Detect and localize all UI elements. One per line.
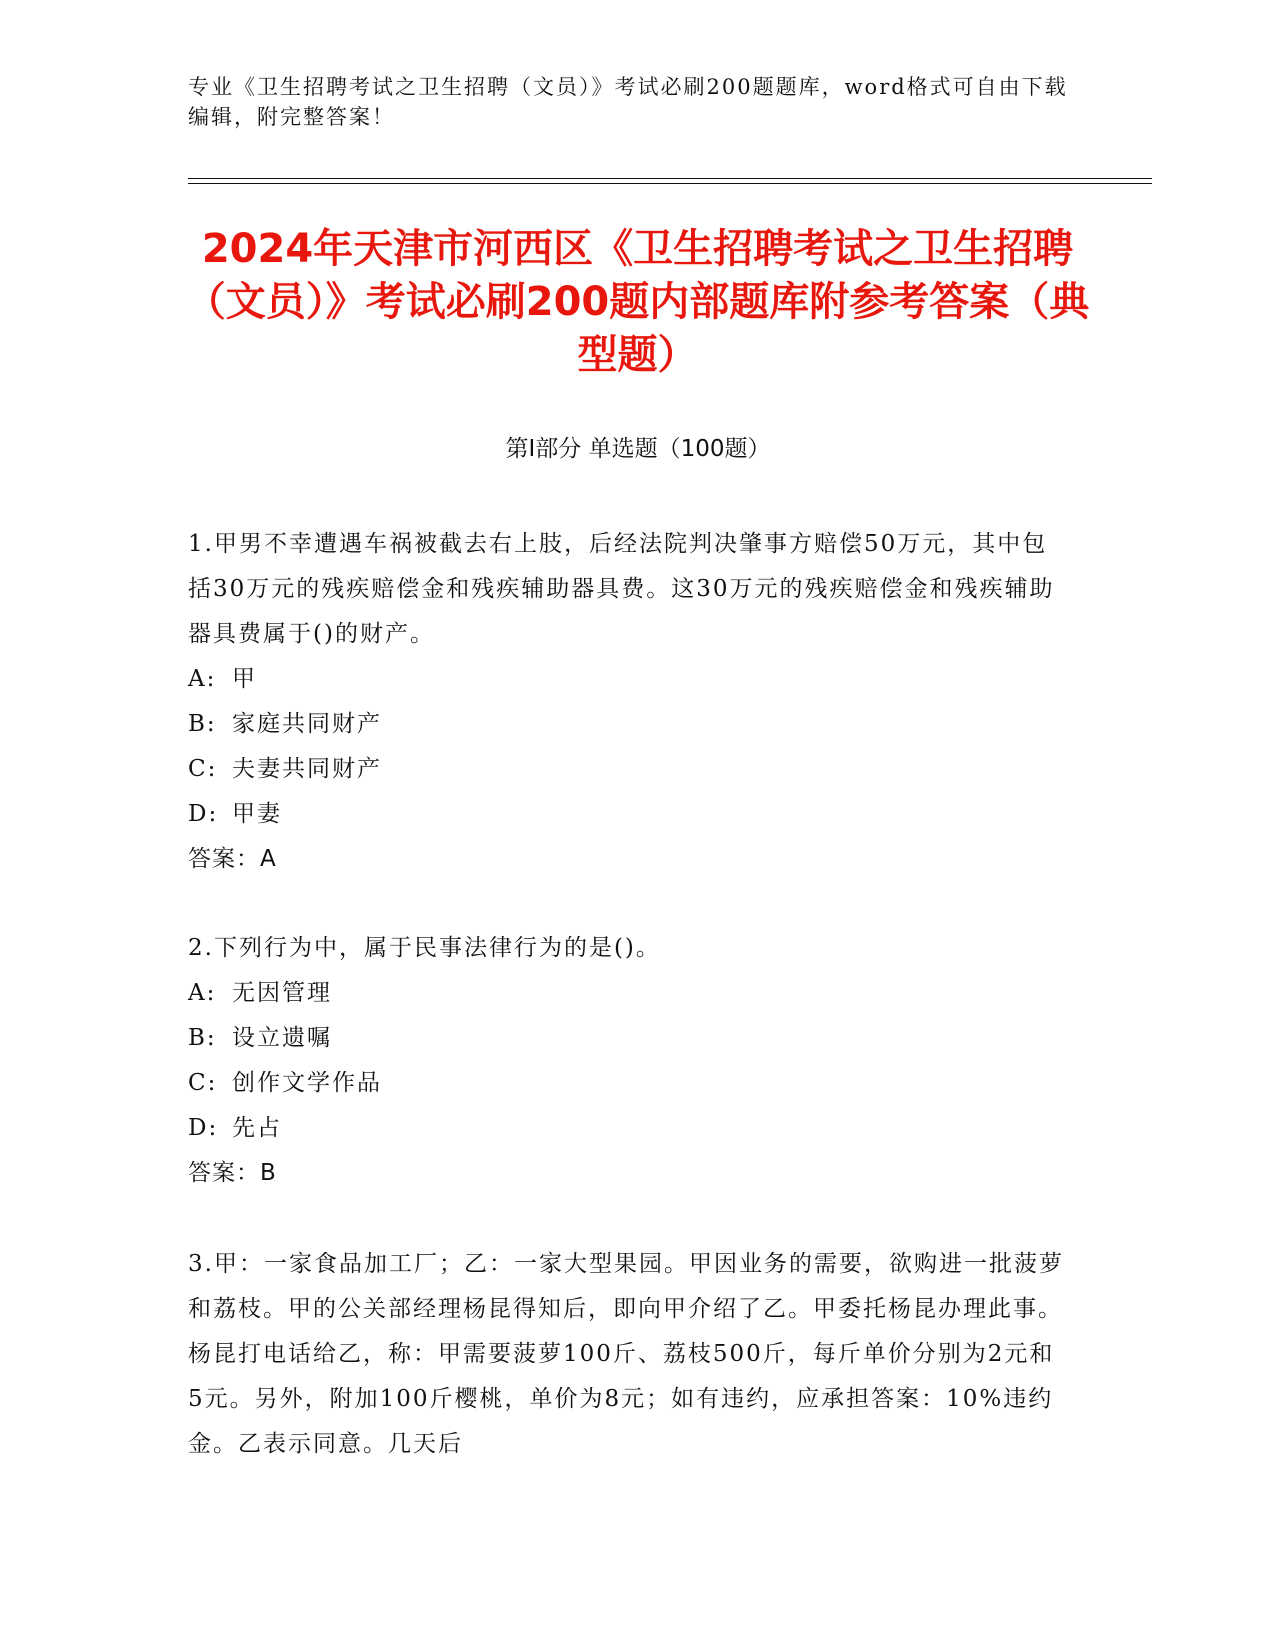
question-stem: 3.甲：一家食品加工厂；乙：一家大型果园。甲因业务的需要，欲购进一批菠萝和荔枝。甲的公关部经理杨昆得知后，即向甲介绍了乙。甲委托杨昆办理此事。杨昆打电话给乙，称：甲需要菠萝100斤、荔枝500斤，每斤单价分别为2元和5元。另外，附加100斤樱桃，单价为8元；如有违约，应承担答案：10%违约金。乙表示同意。几天后 (188, 1251, 1064, 1457)
question-1 (188, 522, 1068, 882)
option-c (188, 1061, 1068, 1106)
answer-line: 答案：A (188, 846, 277, 872)
option-d (188, 792, 1068, 837)
header-divider-top (188, 178, 1152, 179)
question-3 (188, 1242, 1068, 1467)
option-letter: D: (188, 1115, 219, 1141)
header-note: 专业《卫生招聘考试之卫生招聘（文员）》考试必刷200题题库，word格式可自由下载编辑，附完整答案！ (188, 75, 1068, 129)
option-letter: B: (188, 1025, 217, 1051)
option-text: 夫妻共同财产 (232, 756, 382, 782)
question-2 (188, 926, 1068, 1196)
option-text: 创作文学作品 (232, 1070, 382, 1096)
document-title: 2024年天津市河西区《卫生招聘考试之卫生招聘（文员）》考试必刷200题内部题库附参考答案（典型题） (185, 226, 1090, 378)
option-text: 先占 (232, 1115, 282, 1141)
option-letter: C: (188, 1070, 218, 1096)
option-text: 设立遗嘱 (232, 1025, 332, 1051)
option-text: 甲 (232, 666, 257, 692)
option-b (188, 702, 1068, 747)
option-letter: B: (188, 711, 217, 737)
option-d (188, 1106, 1068, 1151)
option-text: 无因管理 (232, 980, 332, 1006)
option-b (188, 1016, 1068, 1061)
header-divider-bottom (188, 183, 1152, 184)
option-text: 甲妻 (232, 801, 282, 827)
section-title: 第Ⅰ部分 单选题（100题） (505, 436, 771, 462)
option-c (188, 747, 1068, 792)
option-letter: A: (188, 666, 217, 692)
question-stem: 1.甲男不幸遭遇车祸被截去右上肢，后经法院判决肇事方赔偿50万元，其中包括30万元的残疾赔偿金和残疾辅助器具费。这30万元的残疾赔偿金和残疾辅助器具费属于()的财产。 (188, 531, 1055, 647)
option-letter: A: (188, 980, 217, 1006)
option-letter: C: (188, 756, 218, 782)
option-a (188, 657, 1068, 702)
question-stem: 2.下列行为中，属于民事法律行为的是()。 (188, 935, 661, 961)
option-text: 家庭共同财产 (232, 711, 382, 737)
option-a (188, 971, 1068, 1016)
answer-line: 答案：B (188, 1160, 277, 1186)
option-letter: D: (188, 801, 219, 827)
